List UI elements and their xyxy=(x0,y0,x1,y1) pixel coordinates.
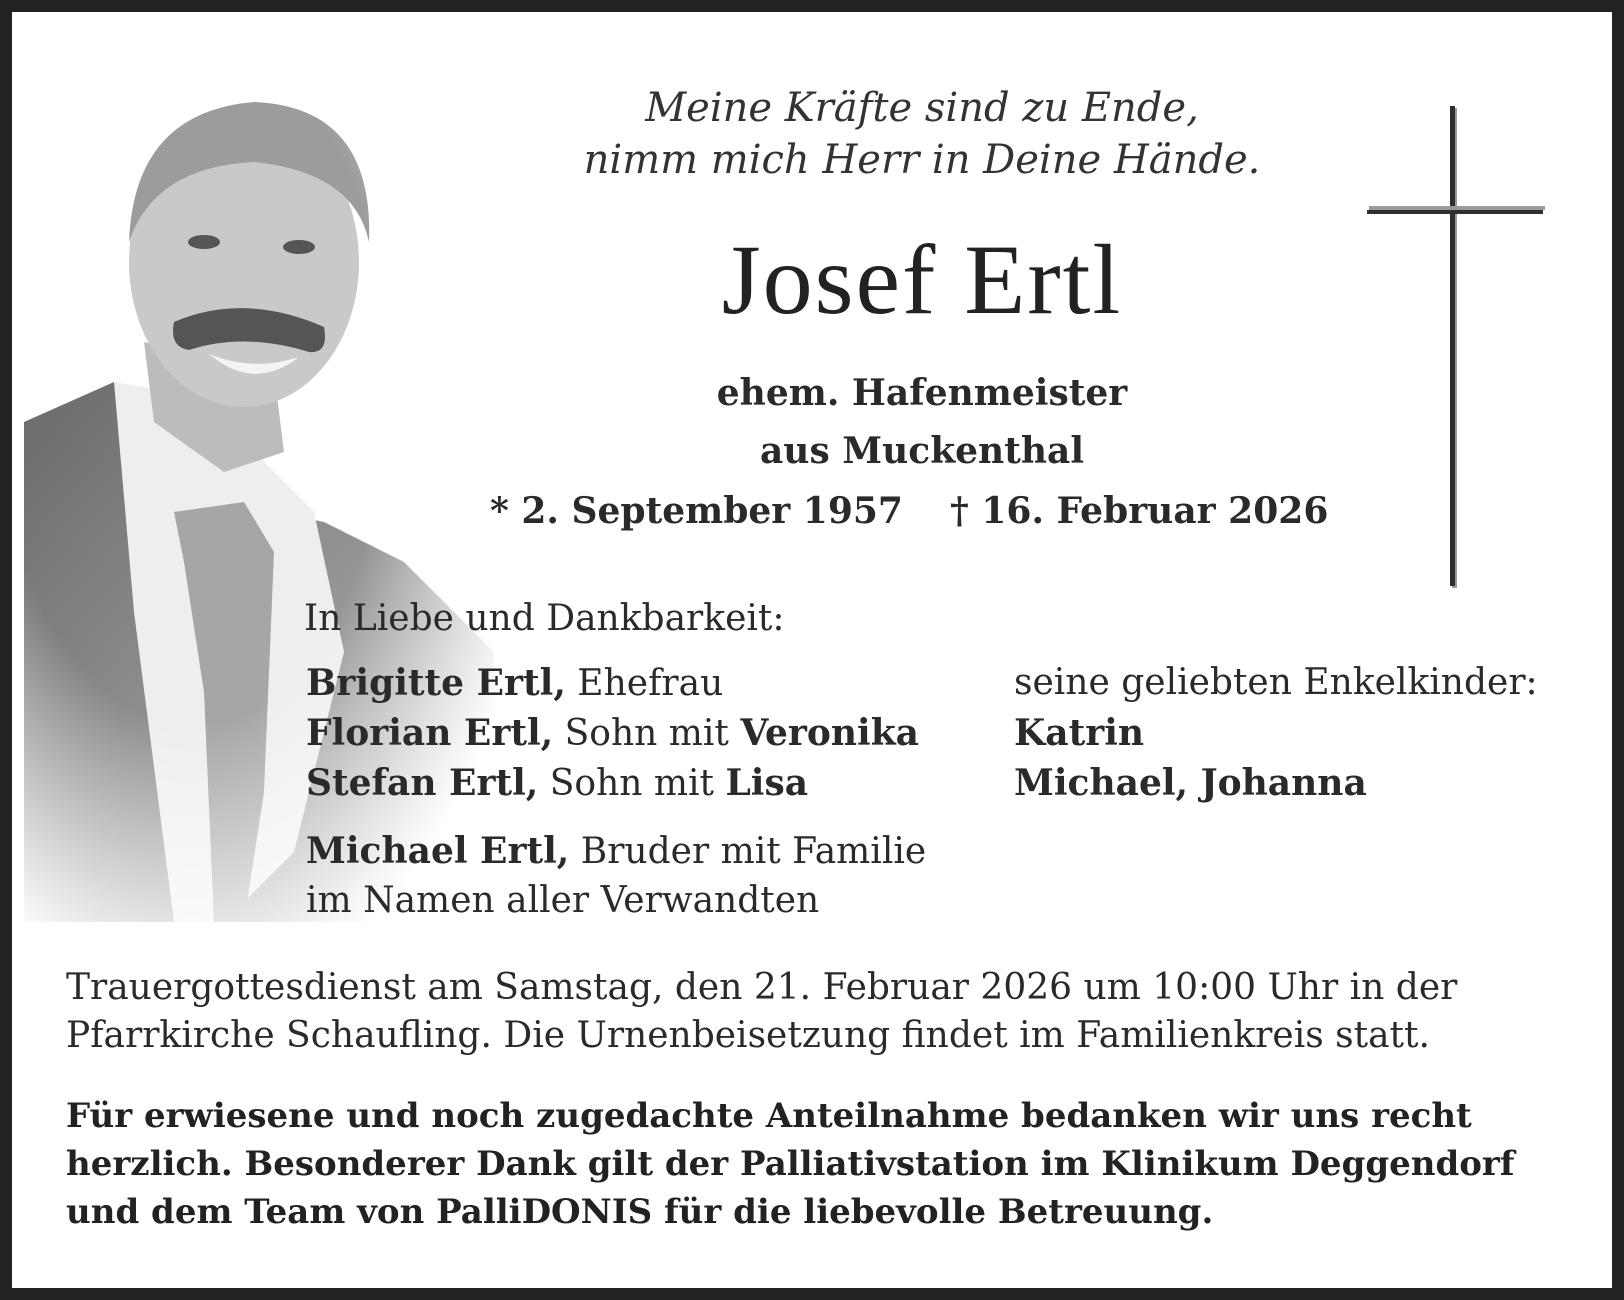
family-member-relation: Ehefrau xyxy=(565,663,724,704)
family-member-partner: Lisa xyxy=(725,762,809,804)
brother-line xyxy=(306,826,926,877)
birth-date: 2. September 1957 xyxy=(521,490,903,532)
relatives-line: im Namen aller Verwandten xyxy=(306,880,820,921)
verse-line-2: nimm mich Herr in Deine Hände. xyxy=(583,137,1261,183)
deceased-title: ehem. Hafenmeister xyxy=(716,372,1128,414)
grandchildren-intro: seine geliebten Enkelkinder: xyxy=(1014,662,1538,703)
family-member-1 xyxy=(306,658,723,709)
family-member-name: Brigitte Ertl, xyxy=(306,662,566,704)
deceased-name: Josef Ertl xyxy=(721,224,1123,335)
verse-line-1: Meine Kräfte sind zu Ende, xyxy=(645,85,1199,131)
cross-bar xyxy=(1367,210,1543,214)
family-member-partner: Veronika xyxy=(740,712,919,754)
brother-name: Michael Ertl, xyxy=(306,830,570,872)
birth-date-line xyxy=(490,490,903,532)
death-date-line xyxy=(950,490,1328,532)
mourners-intro: In Liebe und Dankbarkeit: xyxy=(304,598,785,639)
deceased-origin: aus Muckenthal xyxy=(759,430,1085,472)
family-member-name: Florian Ertl, xyxy=(306,712,554,754)
grandchild-1: Katrin xyxy=(1014,712,1145,754)
family-member-name: Stefan Ertl, xyxy=(306,762,539,804)
family-member-relation: Sohn mit xyxy=(553,713,741,754)
family-member-relation: Sohn mit xyxy=(538,763,726,804)
service-line-1: Trauergottesdienst am Samstag, den 21. Februar 2026 um 10:00 Uhr in der xyxy=(66,967,1458,1008)
thanks-line-1: Für erwiesene und noch zugedachte Anteilnahme bedanken wir uns recht xyxy=(66,1096,1472,1136)
family-member-2 xyxy=(306,708,919,759)
death-symbol: † xyxy=(950,490,969,532)
family-member-3 xyxy=(306,758,808,809)
cross-icon xyxy=(1450,106,1455,586)
thanks-line-3: und dem Team von PalliDONIS für die liebevolle Betreuung. xyxy=(66,1192,1214,1232)
grandchild-2: Michael, Johanna xyxy=(1014,762,1367,804)
brother-relation: Bruder mit Familie xyxy=(569,831,927,872)
birth-symbol: * xyxy=(490,490,509,532)
service-line-2: Pfarrkirche Schaufling. Die Urnenbeisetzung findet im Familienkreis statt. xyxy=(66,1015,1430,1056)
death-date: 16. Februar 2026 xyxy=(981,490,1329,532)
thanks-line-2: herzlich. Besonderer Dank gilt der Palliativstation im Klinikum Deggendorf xyxy=(66,1144,1515,1184)
